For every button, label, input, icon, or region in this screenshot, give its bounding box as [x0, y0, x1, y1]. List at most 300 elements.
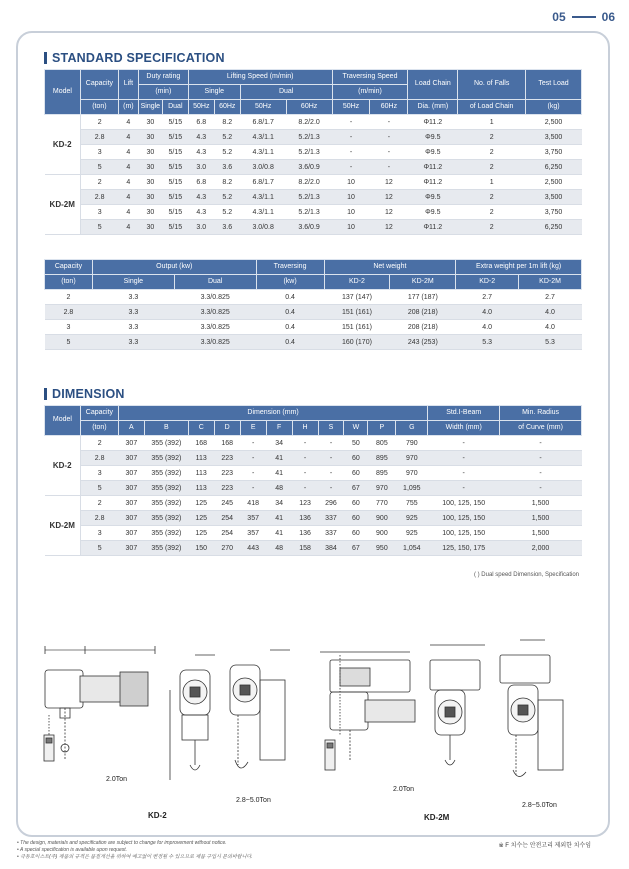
table-cell: 4.3 [188, 205, 214, 220]
table-cell: 443 [240, 541, 266, 556]
table-cell: 5/15 [162, 190, 188, 205]
table-cell: 168 [214, 436, 240, 451]
table-cell: 2 [458, 145, 526, 160]
table-cell: 34 [266, 496, 292, 511]
table-cell: 3,500 [526, 190, 582, 205]
table-cell: 3 [80, 145, 118, 160]
table-cell: 5 [80, 160, 118, 175]
table-cell: 4.3/1.1 [240, 145, 286, 160]
table-cell: - [318, 436, 344, 451]
output-weight-body [45, 290, 582, 350]
table-cell: 2 [458, 130, 526, 145]
table-cell: 136 [292, 511, 318, 526]
table-cell: 10 [332, 175, 370, 190]
table-row [45, 115, 582, 130]
dimension-body [45, 436, 582, 556]
table-cell: 3.0/0.8 [240, 160, 286, 175]
header-test-unit: (kg) [526, 100, 582, 115]
table-cell: 5/15 [162, 145, 188, 160]
table-cell: 100, 125, 150 [428, 526, 500, 541]
table-cell: 12 [370, 205, 408, 220]
table-cell: 2 [80, 115, 118, 130]
table-cell: 4.0 [519, 305, 582, 320]
table-cell: 925 [396, 526, 428, 541]
table-cell: 355 (392) [144, 466, 188, 481]
table-cell: 3.3/0.825 [174, 305, 256, 320]
header-dim-col: W [344, 421, 368, 436]
kd2-big-label: 2.8~5.0Ton [236, 797, 271, 804]
table-cell: 100, 125, 150 [428, 511, 500, 526]
header-dual: Dual [174, 275, 256, 290]
header-hz50: 50Hz [188, 100, 214, 115]
table-row [45, 481, 582, 496]
table-cell: 384 [318, 541, 344, 556]
table-cell: 67 [344, 541, 368, 556]
table-cell: 41 [266, 526, 292, 541]
table-cell: 113 [188, 481, 214, 496]
table-cell: - [332, 130, 370, 145]
table-cell: 5/15 [162, 220, 188, 235]
table-cell: 223 [214, 451, 240, 466]
table-cell: 337 [318, 511, 344, 526]
table-row [45, 160, 582, 175]
table-cell: 355 (392) [144, 511, 188, 526]
standard-spec-title [44, 51, 225, 65]
table-cell: Φ11.2 [408, 115, 458, 130]
header-falls: No. of Falls [458, 70, 526, 100]
table-cell: - [500, 436, 582, 451]
table-cell: 0.4 [256, 335, 324, 350]
table-cell: 357 [240, 511, 266, 526]
table-cell: 1,054 [396, 541, 428, 556]
header-output: Output (kw) [92, 260, 256, 275]
footer-f-note: ※ F 치수는 안전고리 제외한 치수임 [498, 843, 591, 849]
header-capacity: Capacity [45, 260, 93, 275]
table-cell: 925 [396, 511, 428, 526]
table-cell: 30 [138, 115, 162, 130]
header-test-load: Test Load [526, 70, 582, 100]
table-cell: 3,500 [526, 130, 582, 145]
table-cell: 5 [80, 220, 118, 235]
table-cell: 950 [368, 541, 396, 556]
table-cell: 10 [332, 220, 370, 235]
table-row [45, 526, 582, 541]
table-cell: Φ9.5 [408, 145, 458, 160]
standard-spec-body [45, 115, 582, 235]
table-cell: 307 [118, 436, 144, 451]
table-cell: 307 [118, 451, 144, 466]
standard-spec-title-text: STANDARD SPECIFICATION [52, 51, 225, 65]
table-cell: 30 [138, 175, 162, 190]
footer-line: • 극동호이스트(주) 제품의 규격은 품질개선을 위하여 예고없이 변경될 수 있으므로 제품 구입시 문의바랍니다. [17, 854, 253, 860]
header-traversing-speed: Traversing Speed [332, 70, 408, 85]
table-cell: - [240, 436, 266, 451]
table-cell: 805 [368, 436, 396, 451]
kd2m-model-label: KD-2M [424, 813, 450, 822]
table-cell: 5/15 [162, 205, 188, 220]
table-cell: 307 [118, 481, 144, 496]
table-cell: 1,095 [396, 481, 428, 496]
header-duty-dual: Dual [162, 100, 188, 115]
table-cell: 150 [188, 541, 214, 556]
table-cell: 113 [188, 466, 214, 481]
header-kd2: KD-2 [324, 275, 390, 290]
table-cell: 3 [80, 526, 118, 541]
table-row [45, 290, 582, 305]
table-row [45, 496, 582, 511]
table-cell: 4.0 [456, 305, 519, 320]
table-cell: 8.2 [214, 175, 240, 190]
table-cell: 2.8 [80, 451, 118, 466]
table-cell: - [370, 160, 408, 175]
header-dim-col: D [214, 421, 240, 436]
table-cell: 307 [118, 511, 144, 526]
header-extra-weight: Extra weight per 1m lift (kg) [456, 260, 582, 275]
table-cell: 4 [118, 115, 138, 130]
header-capacity: Capacity [80, 406, 118, 421]
table-cell: 2.7 [456, 290, 519, 305]
table-cell: - [370, 130, 408, 145]
table-cell: 2 [458, 205, 526, 220]
table-cell: 3.6/0.9 [286, 160, 332, 175]
output-weight-table [44, 259, 582, 350]
table-row [45, 320, 582, 335]
table-cell: 60 [344, 451, 368, 466]
table-cell: 5.2/1.3 [286, 205, 332, 220]
table-cell: 5 [80, 541, 118, 556]
table-cell: 3.6 [214, 160, 240, 175]
table-cell: 2 [458, 160, 526, 175]
table-cell: 1,500 [500, 526, 582, 541]
table-cell: 3 [80, 466, 118, 481]
footer-line: • A special specification is available upon request. [17, 847, 128, 853]
header-model: Model [45, 70, 81, 115]
table-cell: 895 [368, 451, 396, 466]
table-cell: 3.3/0.825 [174, 290, 256, 305]
table-cell: 3,750 [526, 205, 582, 220]
table-cell: - [428, 481, 500, 496]
table-row [45, 305, 582, 320]
table-cell: 355 (392) [144, 541, 188, 556]
table-row [45, 436, 582, 451]
table-cell: 4.3 [188, 145, 214, 160]
kd2-big-drawing [230, 650, 290, 768]
header-radius-unit: of Curve (mm) [500, 421, 582, 436]
header-hz50: 50Hz [240, 100, 286, 115]
table-cell: - [428, 436, 500, 451]
header-lift-unit: (m) [118, 100, 138, 115]
table-cell: - [332, 115, 370, 130]
header-lifting-speed: Lifting Speed (m/min) [188, 70, 332, 85]
table-cell: 223 [214, 481, 240, 496]
table-cell: 137 (147) [324, 290, 390, 305]
table-cell: - [370, 145, 408, 160]
header-capacity-unit: (ton) [80, 100, 118, 115]
table-cell: 6,250 [526, 160, 582, 175]
kd2m-big-drawing [500, 640, 563, 777]
table-cell: 12 [370, 175, 408, 190]
table-cell: - [500, 451, 582, 466]
table-cell: 3.0 [188, 160, 214, 175]
header-dim-col: S [318, 421, 344, 436]
table-row [45, 451, 582, 466]
table-cell: 2 [80, 175, 118, 190]
table-cell: Φ9.5 [408, 130, 458, 145]
table-cell: 5/15 [162, 175, 188, 190]
table-cell: 4 [118, 145, 138, 160]
header-traversing-unit: (m/min) [332, 85, 408, 100]
table-cell: 0.4 [256, 290, 324, 305]
kd2-model-label: KD-2 [148, 811, 167, 820]
table-cell: 4.0 [519, 320, 582, 335]
table-cell: 355 (392) [144, 451, 188, 466]
table-cell: 125, 150, 175 [428, 541, 500, 556]
table-cell: - [318, 451, 344, 466]
table-cell: 60 [344, 511, 368, 526]
table-cell: 790 [396, 436, 428, 451]
table-cell: 4.0 [456, 320, 519, 335]
header-radius: Min. Radius [500, 406, 582, 421]
table-cell: 30 [138, 190, 162, 205]
table-cell: 123 [292, 496, 318, 511]
header-dim-col: C [188, 421, 214, 436]
header-net-weight: Net weight [324, 260, 456, 275]
header-capacity-unit: (ton) [80, 421, 118, 436]
table-row [45, 335, 582, 350]
table-cell: 970 [368, 481, 396, 496]
table-cell: 3.3 [92, 335, 174, 350]
table-cell: 5 [80, 481, 118, 496]
kd2m-front-drawing [430, 645, 485, 765]
table-cell: 41 [266, 466, 292, 481]
header-dim-col: F [266, 421, 292, 436]
table-row [45, 511, 582, 526]
table-cell: 3 [80, 205, 118, 220]
header-hz50: 50Hz [332, 100, 370, 115]
table-cell: 5/15 [162, 115, 188, 130]
table-cell: 5/15 [162, 130, 188, 145]
table-cell: 254 [214, 526, 240, 541]
kd2m-big-label: 2.8~5.0Ton [522, 802, 557, 809]
table-cell: 34 [266, 436, 292, 451]
table-cell: 60 [344, 466, 368, 481]
table-cell: - [332, 160, 370, 175]
table-cell: - [428, 451, 500, 466]
kd2m-2ton-label: 2.0Ton [393, 786, 415, 793]
model-cell: KD-2 [45, 115, 81, 175]
table-cell: 895 [368, 466, 396, 481]
table-cell: 8.2/2.0 [286, 175, 332, 190]
table-cell: - [318, 481, 344, 496]
table-cell: 4 [118, 190, 138, 205]
table-cell: 2 [80, 496, 118, 511]
table-cell: 30 [138, 205, 162, 220]
header-lifting-single: Single [188, 85, 240, 100]
header-kd2: KD-2 [456, 275, 519, 290]
footer-notes [17, 840, 253, 861]
table-cell: 355 (392) [144, 436, 188, 451]
table-cell: 4.3 [188, 130, 214, 145]
header-chain-unit: Dia. (mm) [408, 100, 458, 115]
table-cell: 160 (170) [324, 335, 390, 350]
table-cell: 296 [318, 496, 344, 511]
table-cell: 0.4 [256, 320, 324, 335]
table-cell: 6.8 [188, 115, 214, 130]
header-beam: Std.I-Beam [428, 406, 500, 421]
table-cell: - [240, 481, 266, 496]
table-cell: 125 [188, 496, 214, 511]
table-cell: 48 [266, 541, 292, 556]
table-cell: 4.3/1.1 [240, 190, 286, 205]
table-cell: 4 [118, 175, 138, 190]
kd2m-side-drawing [320, 652, 415, 770]
table-cell: 2.7 [519, 290, 582, 305]
table-row [45, 190, 582, 205]
table-cell: - [292, 436, 318, 451]
table-cell: 12 [370, 190, 408, 205]
table-cell: 8.2 [214, 115, 240, 130]
table-cell: 10 [332, 190, 370, 205]
table-cell: 2.8 [80, 130, 118, 145]
table-cell: 2 [80, 436, 118, 451]
table-cell: 307 [118, 541, 144, 556]
table-cell: 3.3 [92, 290, 174, 305]
title-marker [44, 388, 47, 400]
footer-line: • The design, materials and specification are subject to change for improvement without notice. [17, 840, 227, 846]
header-capacity: Capacity [80, 70, 118, 100]
table-cell: 4 [118, 160, 138, 175]
header-traversing-unit: (kw) [256, 275, 324, 290]
header-beam-unit: Width (mm) [428, 421, 500, 436]
table-cell: 60 [344, 496, 368, 511]
table-cell: Φ11.2 [408, 175, 458, 190]
table-cell: 3.3 [92, 320, 174, 335]
model-cell: KD-2 [45, 436, 81, 496]
table-cell: 337 [318, 526, 344, 541]
header-model: Model [45, 406, 81, 436]
table-cell: 2.8 [45, 305, 93, 320]
header-hz60: 60Hz [286, 100, 332, 115]
kd2-side-drawing [44, 646, 155, 761]
table-cell: 3 [45, 320, 93, 335]
table-cell: 254 [214, 511, 240, 526]
table-cell: 418 [240, 496, 266, 511]
header-dim-col: G [396, 421, 428, 436]
header-dimension: Dimension (mm) [118, 406, 427, 421]
table-row [45, 205, 582, 220]
table-cell: 125 [188, 526, 214, 541]
table-cell: - [292, 451, 318, 466]
table-cell: - [292, 466, 318, 481]
table-cell: 2 [45, 290, 93, 305]
table-row [45, 466, 582, 481]
table-cell: 30 [138, 220, 162, 235]
page-number-left: 05 [552, 10, 566, 24]
table-cell: - [332, 145, 370, 160]
table-cell: 243 (253) [390, 335, 456, 350]
table-cell: 307 [118, 526, 144, 541]
table-cell: 100, 125, 150 [428, 496, 500, 511]
table-cell: 3.6 [214, 220, 240, 235]
dimension-table [44, 405, 582, 556]
table-cell: 3.3/0.825 [174, 320, 256, 335]
table-row [45, 220, 582, 235]
table-row [45, 145, 582, 160]
table-cell: 5.2 [214, 130, 240, 145]
table-cell: - [240, 451, 266, 466]
table-cell: 355 (392) [144, 481, 188, 496]
title-marker [44, 52, 47, 64]
table-cell: 355 (392) [144, 496, 188, 511]
table-cell: 5.3 [519, 335, 582, 350]
kd2-front-drawing [170, 655, 215, 780]
table-cell: 60 [344, 526, 368, 541]
table-cell: 41 [266, 451, 292, 466]
table-cell: - [240, 466, 266, 481]
table-cell: 355 (392) [144, 526, 188, 541]
model-cell: KD-2M [45, 175, 81, 235]
table-cell: 6.8 [188, 175, 214, 190]
header-dim-col: H [292, 421, 318, 436]
page-numbers [552, 10, 615, 24]
table-cell: 5.2/1.3 [286, 190, 332, 205]
header-single: Single [92, 275, 174, 290]
header-duty-single: Single [138, 100, 162, 115]
table-row [45, 541, 582, 556]
table-cell: 5.2/1.3 [286, 130, 332, 145]
table-cell: 307 [118, 466, 144, 481]
table-row [45, 175, 582, 190]
table-cell: 208 (218) [390, 320, 456, 335]
table-cell: 6,250 [526, 220, 582, 235]
table-cell: 208 (218) [390, 305, 456, 320]
table-cell: 30 [138, 145, 162, 160]
table-cell: 5.2 [214, 145, 240, 160]
table-cell: 5.3 [456, 335, 519, 350]
header-dim-col: A [118, 421, 144, 436]
table-cell: 4 [118, 130, 138, 145]
table-cell: 357 [240, 526, 266, 541]
table-cell: 755 [396, 496, 428, 511]
header-dim-col: P [368, 421, 396, 436]
dimension-title-text: DIMENSION [52, 387, 125, 401]
table-cell: - [370, 115, 408, 130]
table-cell: 3.0/0.8 [240, 220, 286, 235]
header-duty: Duty rating [138, 70, 188, 85]
table-row [45, 130, 582, 145]
header-hz60: 60Hz [370, 100, 408, 115]
table-cell: 158 [292, 541, 318, 556]
table-cell: 770 [368, 496, 396, 511]
header-lifting-dual: Dual [240, 85, 332, 100]
header-duty-unit: (min) [138, 85, 188, 100]
table-cell: 151 (161) [324, 305, 390, 320]
table-cell: 6.8/1.7 [240, 115, 286, 130]
table-cell: 2.8 [80, 511, 118, 526]
header-traversing: Traversing [256, 260, 324, 275]
table-cell: 4.3 [188, 190, 214, 205]
table-cell: 5.2 [214, 205, 240, 220]
table-cell: 2 [458, 190, 526, 205]
header-dim-col: B [144, 421, 188, 436]
table-cell: 6.8/1.7 [240, 175, 286, 190]
table-cell: 3,750 [526, 145, 582, 160]
table-cell: 970 [396, 451, 428, 466]
header-falls-unit: of Load Chain [458, 100, 526, 115]
table-cell: 223 [214, 466, 240, 481]
table-cell: 900 [368, 511, 396, 526]
table-cell: 2.8 [80, 190, 118, 205]
